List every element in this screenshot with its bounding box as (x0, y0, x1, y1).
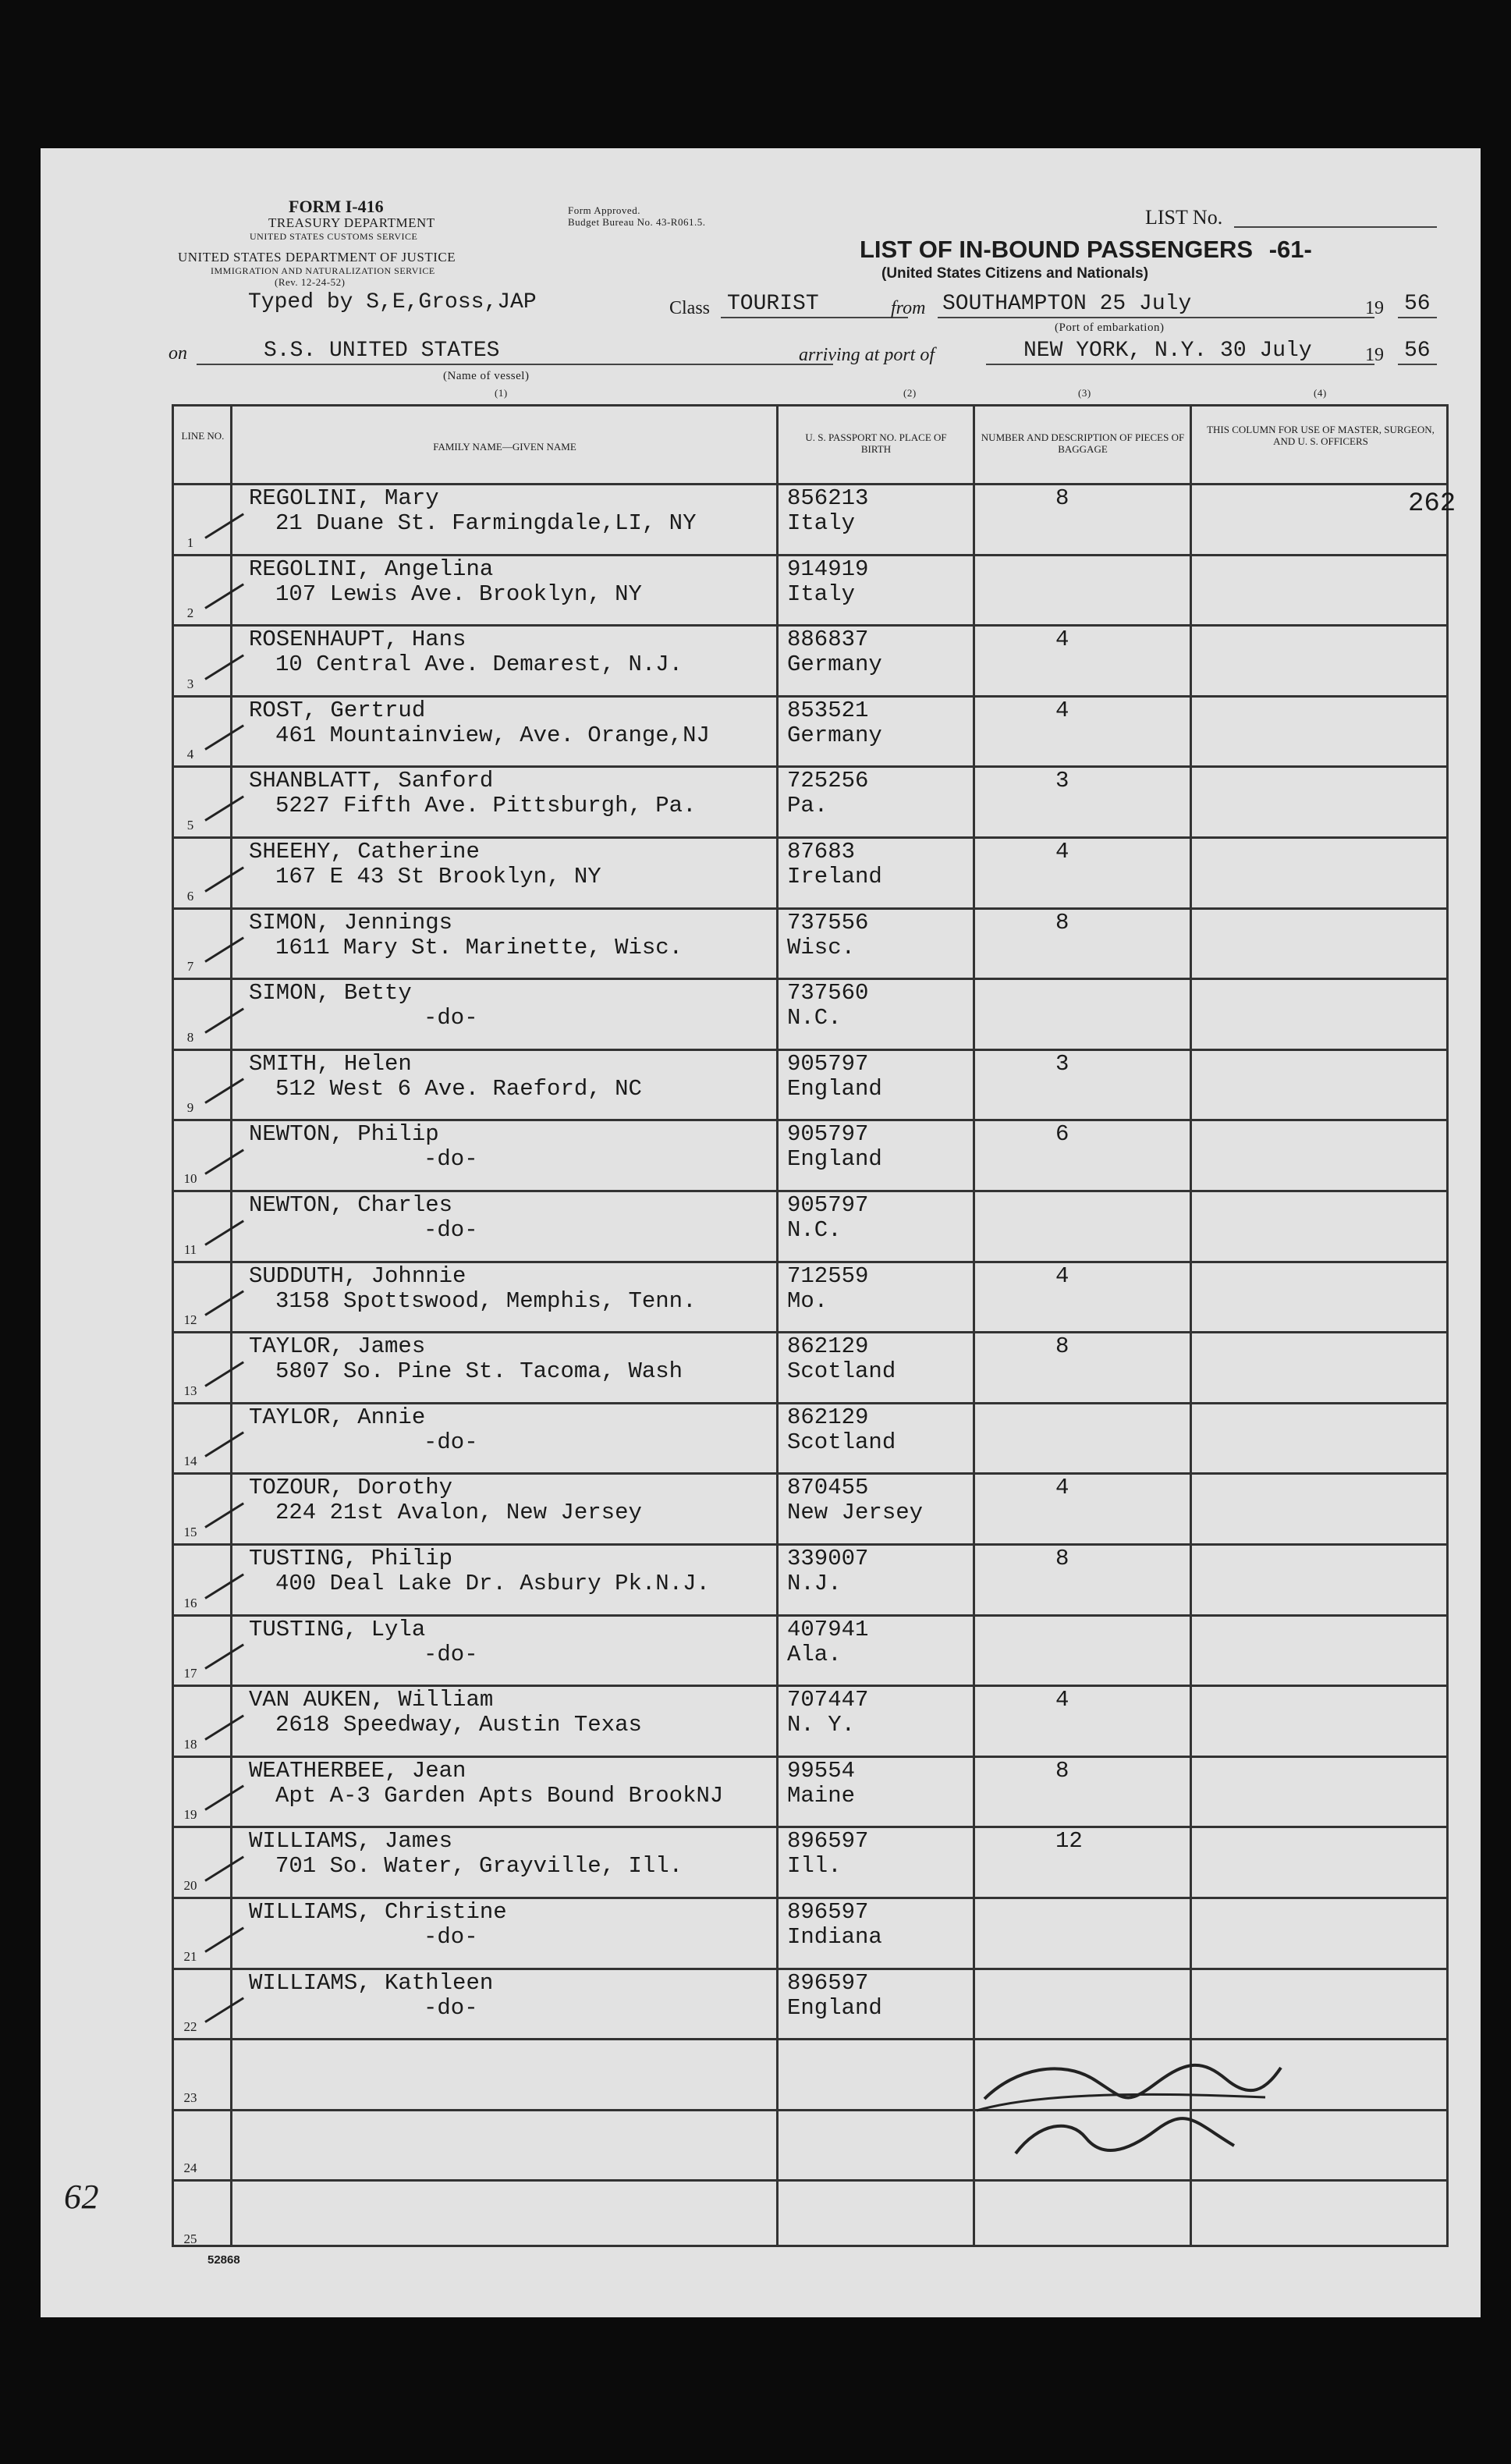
check-mark (204, 1078, 244, 1104)
check-mark (204, 1432, 244, 1457)
table-row (174, 1826, 1446, 1897)
baggage-count: 3 (1055, 1050, 1069, 1077)
passenger-name: WILLIAMS, Christine (249, 1899, 507, 1925)
passenger-name: NEWTON, Charles (249, 1192, 453, 1218)
vessel-caption: (Name of vessel) (443, 370, 530, 382)
passport-number: 905797 (787, 1192, 869, 1218)
passenger-name: TAYLOR, Annie (249, 1404, 426, 1430)
passport-number: 905797 (787, 1050, 869, 1077)
place-of-birth: N.J. (787, 1571, 842, 1596)
officer-signature (969, 2036, 1296, 2193)
place-of-birth: England (787, 1994, 882, 2021)
place-of-birth: Ill. (787, 1853, 842, 1880)
justice-department: UNITED STATES DEPARTMENT OF JUSTICE (178, 250, 456, 265)
passenger-address: 167 E 43 St Brooklyn, NY (275, 864, 601, 889)
check-mark (204, 1149, 244, 1174)
vessel-name: S.S. UNITED STATES (264, 339, 500, 363)
passport-number: 737556 (787, 909, 869, 936)
line-number: 12 (183, 1312, 197, 1328)
table-row (174, 624, 1446, 695)
arrival-line (986, 364, 1374, 365)
place-of-birth: Wisc. (787, 934, 856, 960)
table-row (174, 1756, 1446, 1827)
col-num-4: (4) (1314, 387, 1327, 399)
table-row (174, 554, 1446, 625)
passenger-address: -do- (424, 1994, 478, 2021)
form-number: FORM I-416 (289, 197, 384, 216)
line-number: 13 (183, 1383, 197, 1398)
baggage-count: 4 (1055, 1262, 1069, 1289)
col-header-line-no: LINE NO. (181, 430, 225, 442)
check-mark (204, 1502, 244, 1528)
baggage-count: 8 (1055, 1546, 1069, 1571)
passport-number: 856213 (787, 485, 869, 511)
passenger-name: TOZOUR, Dorothy (249, 1475, 453, 1501)
table-row (174, 1968, 1446, 2039)
passenger-address: 1611 Mary St. Marinette, Wisc. (275, 934, 683, 960)
line-number: 2 (186, 605, 194, 621)
line-number: 1 (186, 534, 194, 550)
arrival-year-line (1398, 364, 1437, 365)
check-mark (204, 1220, 244, 1245)
passport-number: 862129 (787, 1404, 869, 1430)
table-row (174, 1897, 1446, 1968)
line-number: 24 (183, 2160, 197, 2176)
passenger-address: 10 Central Ave. Demarest, N.J. (275, 652, 683, 678)
passenger-name: VAN AUKEN, William (249, 1687, 494, 1713)
passenger-address: -do- (424, 1924, 478, 1950)
line-number: 23 (183, 2089, 197, 2105)
line-number: 19 (183, 1807, 197, 1823)
passport-number: 914919 (787, 556, 869, 582)
place-of-birth: N.C. (787, 1217, 842, 1243)
passport-number: 896597 (787, 1828, 869, 1855)
passenger-address: 107 Lewis Ave. Brooklyn, NY (275, 580, 642, 607)
passenger-address: 461 Mountainview, Ave. Orange,NJ (275, 722, 710, 748)
passport-number: 725256 (787, 768, 869, 794)
passenger-name: TUSTING, Lyla (249, 1616, 426, 1642)
place-of-birth: Germany (787, 722, 882, 748)
baggage-count: 4 (1055, 839, 1069, 865)
passenger-address: 400 Deal Lake Dr. Asbury Pk.N.J. (275, 1571, 710, 1596)
passenger-name: NEWTON, Philip (249, 1121, 439, 1148)
class-label: Class (669, 298, 711, 318)
place-of-birth: Ireland (787, 864, 882, 889)
class-line (721, 317, 908, 318)
baggage-count: 8 (1055, 1333, 1069, 1360)
place-of-birth: Mo. (787, 1287, 828, 1314)
table-row (174, 1049, 1446, 1120)
passport-number: 905797 (787, 1121, 869, 1148)
passenger-name: WILLIAMS, James (249, 1828, 453, 1855)
list-no-label: LIST No. (1145, 206, 1223, 229)
baggage-count: 8 (1055, 1757, 1069, 1784)
passenger-name: TAYLOR, James (249, 1333, 426, 1360)
passport-number: 99554 (787, 1757, 856, 1784)
from-year-prefix: 19 (1365, 298, 1384, 318)
place-of-birth: Scotland (787, 1429, 896, 1455)
check-mark (204, 937, 244, 963)
customs-service: UNITED STATES CUSTOMS SERVICE (250, 231, 418, 242)
col-num-1: (1) (495, 387, 508, 399)
passenger-name: SHANBLATT, Sanford (249, 768, 494, 794)
from-label: from (891, 298, 926, 318)
document-title (860, 236, 1312, 264)
passenger-address: -do- (424, 1217, 478, 1243)
baggage-count: 12 (1055, 1828, 1083, 1855)
line-number: 7 (186, 959, 194, 975)
check-mark (204, 866, 244, 892)
col-header-passport: U. S. PASSPORT NO. PLACE OF BIRTH (805, 431, 947, 455)
check-mark (204, 1785, 244, 1811)
line-number: 21 (183, 1948, 197, 1964)
check-mark (204, 1007, 244, 1033)
table-row (174, 1543, 1446, 1614)
title-text: LIST OF IN-BOUND PASSENGERS (860, 236, 1254, 263)
line-number: 20 (183, 1877, 197, 1893)
passenger-name: ROST, Gertrud (249, 697, 426, 723)
arrival-year-prefix: 19 (1365, 345, 1384, 365)
passenger-address: 2618 Speedway, Austin Texas (275, 1712, 642, 1738)
check-mark (204, 1714, 244, 1740)
table-row (174, 1685, 1446, 1756)
place-of-birth: N. Y. (787, 1712, 856, 1738)
place-of-birth: N.C. (787, 1005, 842, 1031)
line-number: 10 (183, 1170, 197, 1186)
place-of-birth: Indiana (787, 1924, 882, 1950)
table-row (174, 765, 1446, 836)
check-mark (204, 1644, 244, 1670)
budget-bureau: Budget Bureau No. 43-R061.5. (568, 216, 706, 228)
table-row (174, 1190, 1446, 1261)
passenger-name: WILLIAMS, Kathleen (249, 1969, 494, 1996)
line-number: 11 (183, 1241, 197, 1257)
col-num-3: (3) (1078, 387, 1091, 399)
footer-code: 52868 (207, 2253, 240, 2267)
passenger-name: SIMON, Jennings (249, 909, 453, 936)
passenger-address: 701 So. Water, Grayville, Ill. (275, 1853, 683, 1880)
passenger-name: SUDDUTH, Johnnie (249, 1262, 466, 1289)
passport-number: 737560 (787, 980, 869, 1007)
table-row (174, 2179, 1446, 2250)
place-of-birth: Italy (787, 510, 856, 536)
table-row (174, 695, 1446, 766)
passenger-address: 5807 So. Pine St. Tacoma, Wash (275, 1358, 683, 1385)
port-embark-caption: (Port of embarkation) (1055, 321, 1165, 334)
passenger-address: -do- (424, 1429, 478, 1455)
list-no-line (1234, 226, 1437, 228)
arrival-port: NEW YORK, N.Y. 30 July (1023, 339, 1312, 363)
place-of-birth: Ala. (787, 1641, 842, 1667)
place-of-birth: Germany (787, 652, 882, 678)
passenger-address: -do- (424, 1641, 478, 1667)
line-number: 9 (186, 1100, 194, 1116)
from-line (938, 317, 1374, 318)
line-number: 14 (183, 1454, 197, 1469)
col-header-officers: THIS COLUMN FOR USE OF MASTER, SURGEON, AND U. S. OFFICERS (1207, 424, 1435, 447)
passenger-name: SHEEHY, Catherine (249, 839, 480, 865)
check-mark (204, 725, 244, 751)
arrival-year: 56 (1404, 339, 1431, 363)
place-of-birth: New Jersey (787, 1500, 924, 1526)
table-row (174, 1261, 1446, 1332)
passport-number: 886837 (787, 627, 869, 653)
table-row (174, 1614, 1446, 1685)
table-row (174, 1402, 1446, 1473)
line-number: 6 (186, 888, 194, 904)
check-mark (204, 1361, 244, 1386)
place-of-birth: Italy (787, 580, 856, 607)
col-header-name: FAMILY NAME—GIVEN NAME (433, 441, 576, 453)
passenger-name: WEATHERBEE, Jean (249, 1757, 466, 1784)
line-number: 8 (186, 1029, 194, 1045)
check-mark (204, 1926, 244, 1952)
passenger-name: SMITH, Helen (249, 1050, 412, 1077)
baggage-count: 8 (1055, 909, 1069, 936)
revision: (Rev. 12-24-52) (275, 276, 346, 288)
line-number: 3 (186, 676, 194, 691)
passport-number: 862129 (787, 1333, 869, 1360)
table-row (174, 978, 1446, 1049)
line-number: 18 (183, 1736, 197, 1752)
table-row (174, 836, 1446, 907)
check-mark (204, 1291, 244, 1316)
check-mark (204, 584, 244, 609)
table-row (174, 1331, 1446, 1402)
passport-number: 339007 (787, 1546, 869, 1571)
place-of-birth: Scotland (787, 1358, 896, 1385)
from-year: 56 (1404, 292, 1431, 316)
table-row (174, 1119, 1446, 1190)
department: TREASURY DEPARTMENT (268, 215, 435, 230)
line-number: 16 (183, 1595, 197, 1610)
place-of-birth: England (787, 1075, 882, 1102)
table-row (174, 483, 1456, 554)
passport-number: 707447 (787, 1687, 869, 1713)
passport-number: 87683 (787, 839, 856, 865)
list-number: -61- (1268, 236, 1312, 263)
passenger-name: ROSENHAUPT, Hans (249, 627, 466, 653)
from-year-line (1398, 317, 1437, 318)
baggage-count: 4 (1055, 627, 1069, 653)
immigration-service: IMMIGRATION AND NATURALIZATION SERVICE (211, 265, 435, 276)
passenger-address: -do- (424, 1005, 478, 1031)
line-number: 5 (186, 817, 194, 833)
on-label: on (168, 343, 187, 364)
passport-number: 896597 (787, 1899, 869, 1925)
line-number: 17 (183, 1666, 197, 1681)
passenger-name: REGOLINI, Mary (249, 485, 439, 511)
line-number: 15 (183, 1524, 197, 1539)
line-number: 22 (183, 2019, 197, 2035)
manifest-sheet (41, 148, 1481, 2317)
place-of-birth: Pa. (787, 793, 828, 819)
passenger-address: 5227 Fifth Ave. Pittsburgh, Pa. (275, 793, 697, 819)
vessel-line (197, 364, 833, 365)
line-number: 25 (183, 2231, 197, 2246)
passenger-name: SIMON, Betty (249, 980, 412, 1007)
margin-mark: 62 (64, 2178, 99, 2216)
signature-text: GJDowd (984, 2192, 988, 2193)
line-number: 4 (186, 747, 194, 762)
place-of-birth: Maine (787, 1782, 856, 1809)
check-mark (204, 1997, 244, 2023)
passport-number: 870455 (787, 1475, 869, 1501)
check-mark (204, 1855, 244, 1881)
typed-by: Typed by S,E,Gross,JAP (248, 290, 537, 314)
class-value: TOURIST (727, 292, 819, 316)
officer-note: 262 (1408, 489, 1456, 519)
col-num-2: (2) (903, 387, 917, 399)
passport-number: 853521 (787, 697, 869, 723)
passenger-address: -do- (424, 1146, 478, 1173)
passenger-address: 3158 Spottswood, Memphis, Tenn. (275, 1287, 697, 1314)
check-mark (204, 1573, 244, 1599)
passenger-name: REGOLINI, Angelina (249, 556, 494, 582)
baggage-count: 4 (1055, 1475, 1069, 1501)
baggage-count: 4 (1055, 1687, 1069, 1713)
col-header-baggage: NUMBER AND DESCRIPTION OF PIECES OF BAGGAGE (981, 431, 1185, 455)
arriving-label: arriving at port of (799, 345, 935, 365)
baggage-count: 6 (1055, 1121, 1069, 1148)
passport-number: 712559 (787, 1262, 869, 1289)
baggage-count: 3 (1055, 768, 1069, 794)
passenger-address: 224 21st Avalon, New Jersey (275, 1500, 642, 1526)
check-mark (204, 513, 244, 538)
passenger-table (172, 404, 1456, 2247)
table-row (174, 1472, 1446, 1543)
check-mark (204, 795, 244, 821)
place-of-birth: England (787, 1146, 882, 1173)
document-subtitle: (United States Citizens and Nationals) (881, 265, 1149, 282)
table-row (174, 907, 1446, 978)
passenger-name: TUSTING, Philip (249, 1546, 453, 1571)
check-mark (204, 654, 244, 680)
from-value: SOUTHAMPTON 25 July (942, 292, 1192, 316)
baggage-count: 8 (1055, 485, 1069, 511)
baggage-count: 4 (1055, 697, 1069, 723)
passport-number: 896597 (787, 1969, 869, 1996)
passport-number: 407941 (787, 1616, 869, 1642)
passenger-address: 512 West 6 Ave. Raeford, NC (275, 1075, 642, 1102)
passenger-address: Apt A-3 Garden Apts Bound BrookNJ (275, 1782, 724, 1809)
passenger-address: 21 Duane St. Farmingdale,LI, NY (275, 510, 697, 536)
form-approved: Form Approved. (568, 204, 640, 216)
